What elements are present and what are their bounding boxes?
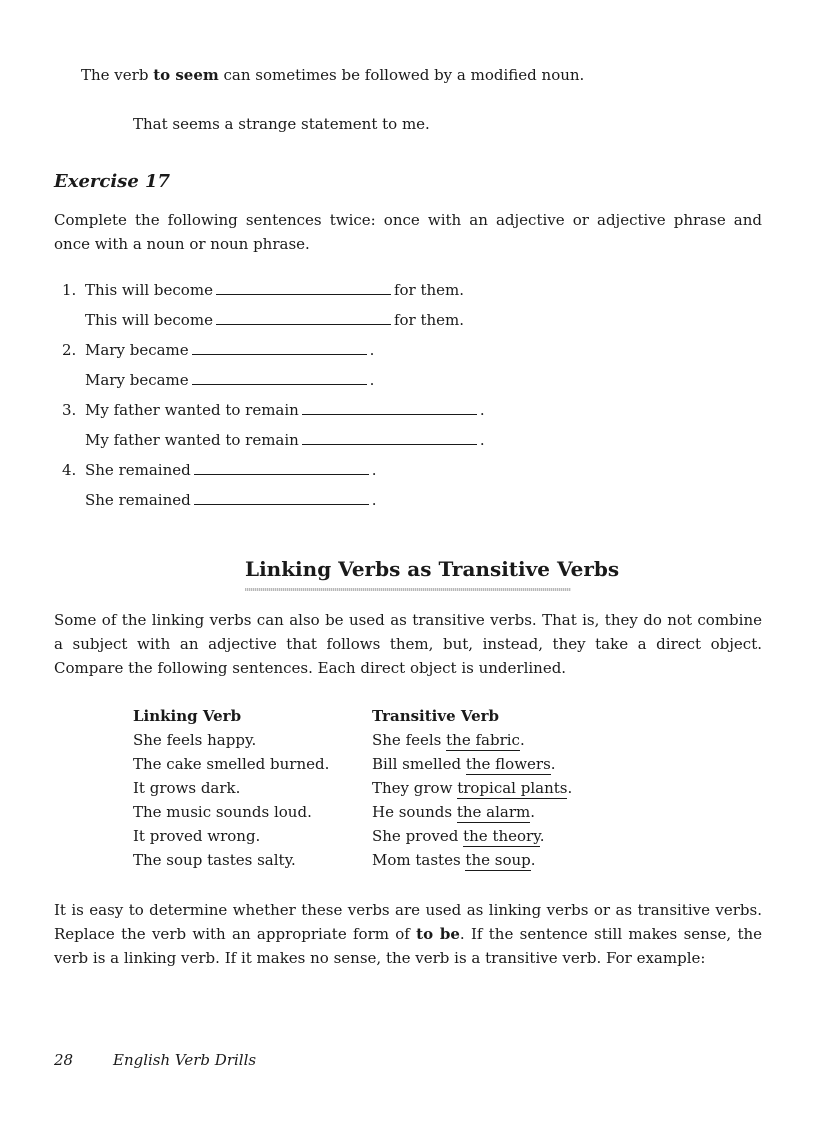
linking-example: The music sounds loud. <box>133 803 312 821</box>
intro-example: That seems a strange statement to me. <box>133 115 430 133</box>
transitive-subject-verb: He sounds <box>372 803 457 821</box>
exercise-title: Exercise 17 <box>54 171 171 192</box>
transitive-example <box>372 779 572 797</box>
exercise-item-repeat <box>85 430 485 449</box>
exercise-item-repeat <box>85 370 374 389</box>
item-ending: . <box>371 461 377 479</box>
intro-bold-term: to seem <box>153 66 219 84</box>
item-prompt: She remained <box>85 491 191 509</box>
exercise-item-repeat <box>85 490 377 509</box>
closing-text-end: . If the sentence still makes sense, the verb is a linking verb. If it makes no sense, the verb is a transitive verb. For example: <box>54 925 763 967</box>
item-prompt: My father wanted to remain <box>85 431 299 449</box>
item-ending: . <box>369 341 375 359</box>
exercise-item-repeat <box>85 310 464 329</box>
linking-example: It grows dark. <box>133 779 241 797</box>
sentence-end: . <box>519 731 525 749</box>
item-prompt: This will become <box>85 281 213 299</box>
exercise-item <box>62 340 374 359</box>
item-ending: for them. <box>393 311 465 329</box>
section-title: Linking Verbs as Transitive Verbs <box>245 557 620 581</box>
item-ending: . <box>479 401 485 419</box>
exercise-instructions: Complete the following sentences twice: once with an adjective or adjective phrase and once with a noun or noun phrase. <box>54 211 762 253</box>
answer-blank[interactable] <box>302 400 477 415</box>
direct-object: the alarm <box>456 803 531 821</box>
direct-object: the flowers <box>465 755 551 773</box>
transitive-subject-verb: Mom tastes <box>372 851 466 869</box>
item-prompt: Mary became <box>85 371 189 389</box>
direct-object: the fabric <box>446 731 520 749</box>
answer-blank[interactable] <box>194 460 369 475</box>
closing-paragraph <box>54 898 762 970</box>
item-ending: . <box>369 371 375 389</box>
item-prompt: Mary became <box>85 341 189 359</box>
sentence-end: . <box>567 779 573 797</box>
answer-blank[interactable] <box>216 280 391 295</box>
linking-verb-header: Linking Verb <box>133 707 242 725</box>
linking-example: The cake smelled burned. <box>133 755 330 773</box>
intro-text-end: can sometimes be followed by a modified noun. <box>218 66 585 84</box>
closing-text: It is easy to determine whether these verbs are used as linking verbs or as transitive verbs. Replace the verb with an appropriate form of <box>54 901 762 943</box>
transitive-example <box>372 803 535 821</box>
item-prompt: My father wanted to remain <box>85 401 299 419</box>
section-title-rule <box>245 588 571 591</box>
item-number: 2. <box>62 341 77 359</box>
item-prompt: She remained <box>85 461 191 479</box>
linking-example: It proved wrong. <box>133 827 261 845</box>
answer-blank[interactable] <box>194 490 369 505</box>
transitive-verb-header: Transitive Verb <box>372 707 500 725</box>
item-number: 4. <box>62 461 77 479</box>
answer-blank[interactable] <box>192 340 367 355</box>
section-paragraph: Some of the linking verbs can also be used as transitive verbs. That is, they do not combine a subject with an adjective that follows them, but, instead, they take a direct object. Compare the following sentences. Each direct object is underlined. <box>54 611 762 677</box>
transitive-subject-verb: She feels <box>372 731 447 749</box>
closing-bold-term: to be <box>416 925 460 943</box>
transitive-subject-verb: Bill smelled <box>372 755 466 773</box>
linking-example: The soup tastes salty. <box>133 851 296 869</box>
item-ending: for them. <box>393 281 465 299</box>
linking-example: She feels happy. <box>133 731 257 749</box>
exercise-item <box>62 460 377 479</box>
exercise-item <box>62 280 464 299</box>
transitive-example <box>372 851 536 869</box>
item-ending: . <box>479 431 485 449</box>
transitive-subject-verb: She proved <box>372 827 464 845</box>
sentence-end: . <box>530 803 536 821</box>
answer-blank[interactable] <box>216 310 391 325</box>
page-number: 28 <box>54 1051 74 1069</box>
item-number: 1. <box>62 281 77 299</box>
item-number: 3. <box>62 401 77 419</box>
answer-blank[interactable] <box>302 430 477 445</box>
intro-sentence <box>81 66 584 84</box>
direct-object: the soup <box>465 851 531 869</box>
transitive-example <box>372 755 556 773</box>
direct-object: tropical plants <box>457 779 568 797</box>
transitive-example <box>372 731 525 749</box>
sentence-end: . <box>539 827 545 845</box>
item-prompt: This will become <box>85 311 213 329</box>
transitive-subject-verb: They grow <box>372 779 458 797</box>
sentence-end: . <box>550 755 556 773</box>
transitive-example <box>372 827 544 845</box>
intro-text: The verb <box>81 66 154 84</box>
answer-blank[interactable] <box>192 370 367 385</box>
book-title: English Verb Drills <box>113 1051 257 1069</box>
direct-object: the theory <box>463 827 540 845</box>
sentence-end: . <box>530 851 536 869</box>
item-ending: . <box>371 491 377 509</box>
exercise-item <box>62 400 485 419</box>
